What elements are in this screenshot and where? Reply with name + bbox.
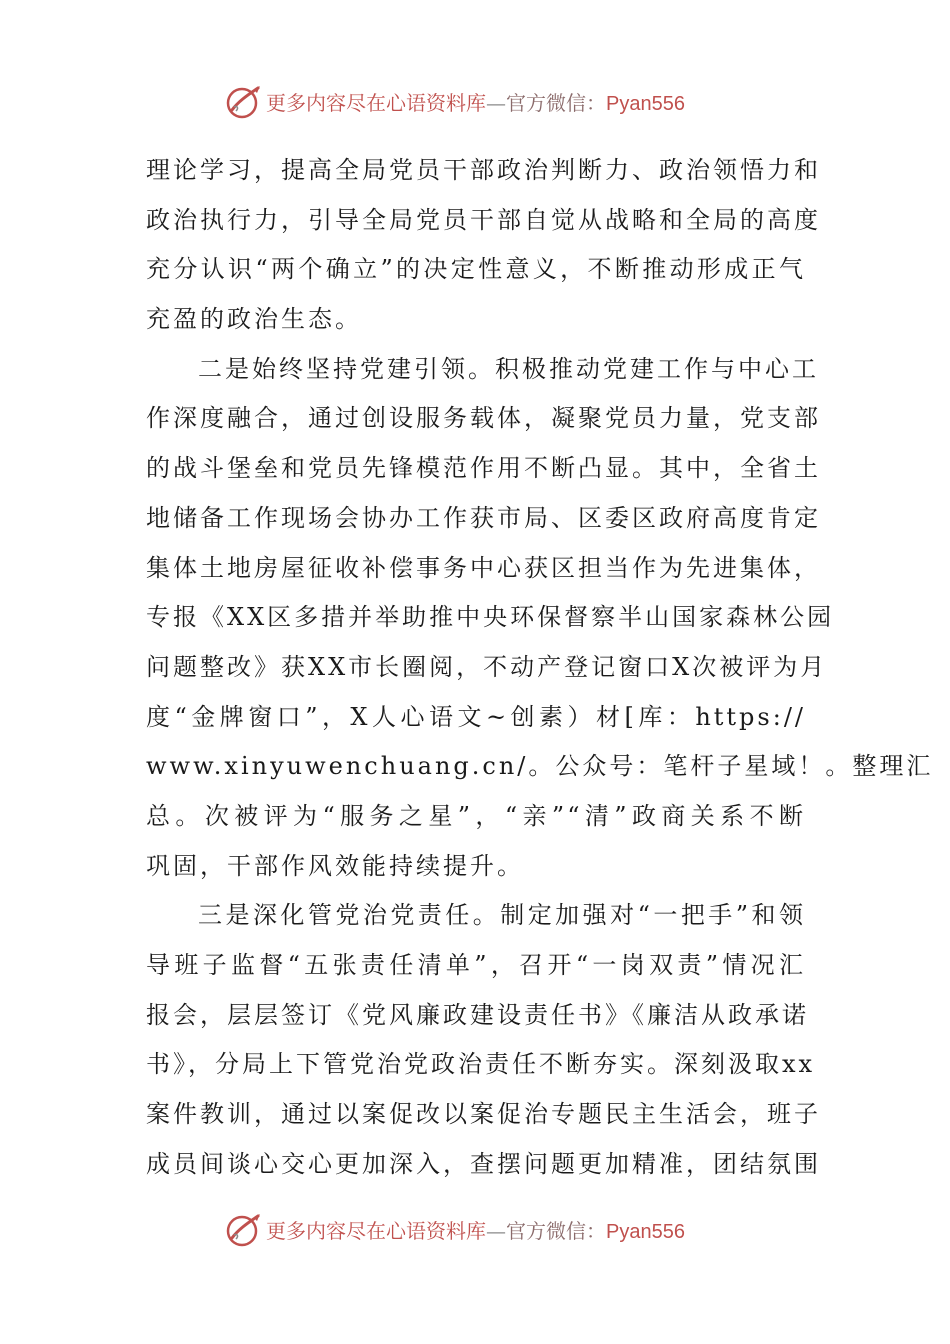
banner-wechat-id: Pyan556 [606,1221,685,1243]
text-line: 地储备工作现场会协办工作获市局、区委区政府高度肯定 [146,503,821,532]
text-line: 二是始终坚持党建引领。积极推动党建工作与中心工 [198,354,819,383]
text-line: 专报《XX区多措并举助推中央环保督察半山国家森林公园 [146,603,835,632]
text-line: 报会，层层签订《党风廉政建设责任书》《廉洁从政承诺 [146,1000,809,1029]
text-line: 充分认识“两个确立”的决定性意义，不断推动形成正气 [146,255,806,284]
document-body [146,146,934,1189]
text-line: 理论学习，提高全局党员干部政治判断力、政治领悟力和 [146,156,821,184]
banner-lead: 更多内容尽在心语资料库 [266,1219,486,1243]
text-line: 案件教训，通过以案促改以案促治专题民主生活会，班子 [146,1100,821,1129]
text-line: 导班子监督“五张责任清单”，召开“一岗双责”情况汇 [146,951,806,979]
banner-text [266,88,685,118]
text-line: 巩固，干部作风效能持续提升。 [146,851,524,880]
text-line: 问题整改》获XX市长圈阅，不动产登记窗口X次被评为月 [146,652,828,681]
banner-wechat-label: 官方微信： [506,91,606,115]
banner-lead: 更多内容尽在心语资料库 [266,91,486,115]
text-line: 成员间谈心交心更加深入，查摆问题更加精准，团结氛围 [146,1149,821,1178]
text-line: 作深度融合，通过创设服务载体，凝聚党员力量，党支部 [146,404,821,433]
text-line: 三是深化管党治党责任。制定加强对“一把手”和领 [198,901,806,930]
banner-text [266,1216,685,1246]
text-line: 度“金牌窗口”，X人心语文~创素）材[库：https:// [146,702,806,731]
text-line: www.xinyuwenchuang.cn/。公众号：笔杆子星域！。整理汇 [146,752,934,781]
footer-banner [0,1208,950,1252]
banner-dash: — [486,91,506,115]
text-line: 充盈的政治生态。 [146,305,362,334]
text-line: 集体土地房屋征收补偿事务中心获区担当作为先进集体， [146,553,821,582]
pen-logo-icon [224,1210,264,1250]
text-line: 总。次被评为“服务之星”，“亲”“清”政商关系不断 [146,801,806,830]
banner-dash: — [486,1219,506,1243]
banner-wechat-id: Pyan556 [606,93,685,115]
banner-wechat-label: 官方微信： [506,1219,606,1243]
pen-logo-icon [224,82,264,122]
text-line: 政治执行力，引导全局党员干部自觉从战略和全局的高度 [146,205,821,234]
header-banner [0,80,950,124]
text-line: 书》，分局上下管党治党政治责任不断夯实。深刻汲取xx [146,1050,816,1079]
text-line: 的战斗堡垒和党员先锋模范作用不断凸显。其中，全省土 [146,454,821,483]
